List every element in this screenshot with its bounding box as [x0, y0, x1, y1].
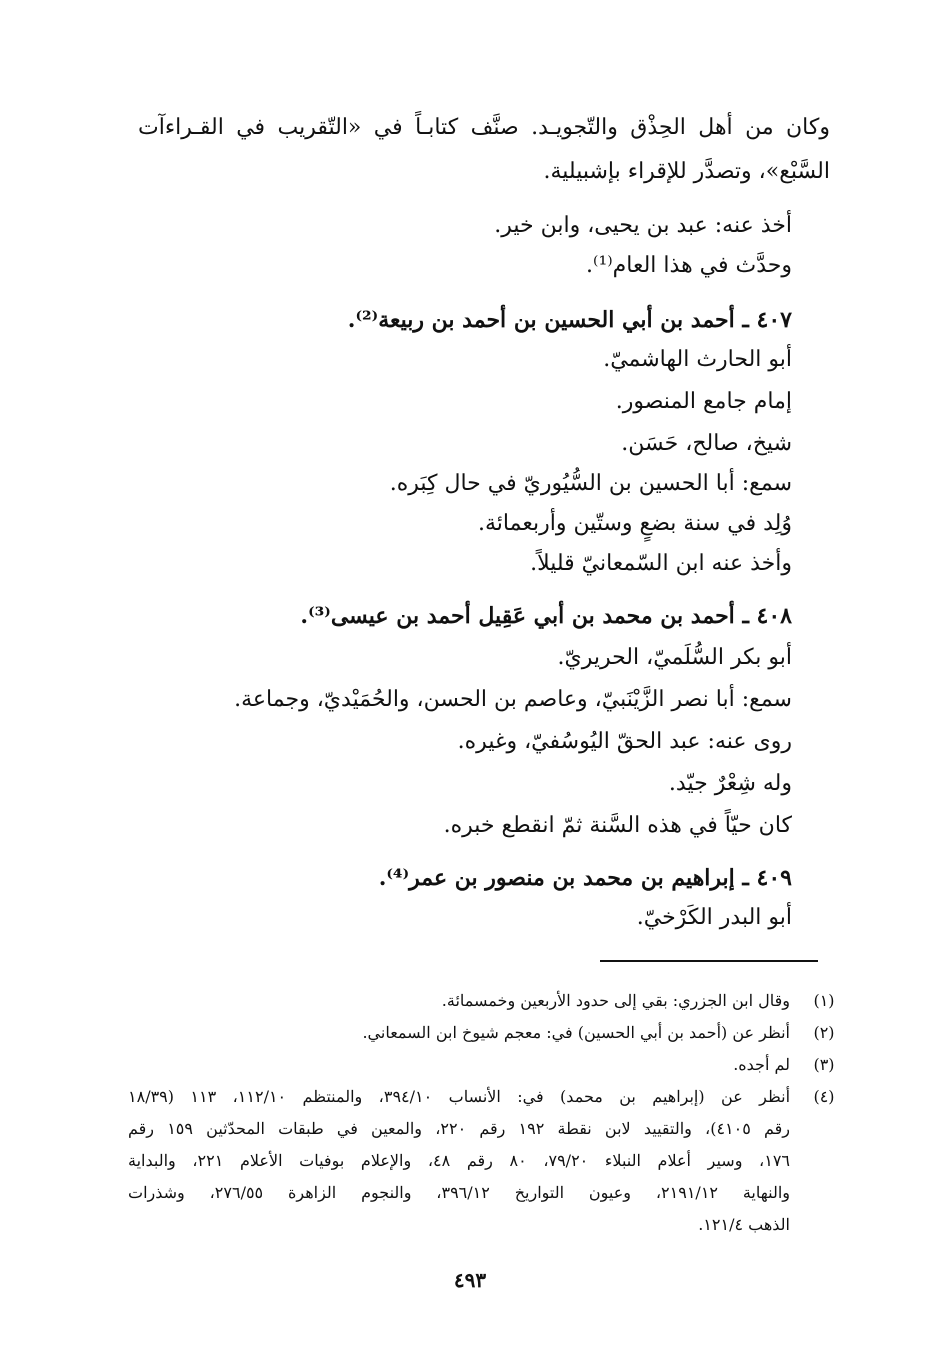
footnote-text: أنظر عن (أحمد بن أبي الحسين) في: معجم شيوخ ابن السمعاني. [362, 1023, 790, 1042]
footnote-text: لم أجده. [733, 1055, 790, 1074]
entry-heading-408: ٤٠٨ ـ أحمد بن محمد بن أبي عَقِيل أحمد بن عيسى⁽³⁾. [300, 603, 792, 629]
text-line: أخذ عنه: عبد بن يحيى، وابن خير. [494, 213, 792, 238]
text-line: وحدَّث في هذا العام⁽¹⁾. [586, 253, 792, 278]
footnote-text: والنهاية ٢١٩١/١٢، وعيون التواريخ ٣٩٦/١٢، والنجوم الزاهرة ٢٧٦/٥٥، وشذرات [128, 1183, 791, 1202]
footnote-number: (٢) [813, 1023, 835, 1042]
text-line: وُلِد في سنة بضعٍ وستّين وأربعمائة. [478, 511, 792, 536]
footnote-text: الذهب ١٢١/٤. [698, 1215, 790, 1234]
entry-heading-409: ٤٠٩ ـ إبراهيم بن محمد بن منصور بن عمر⁽⁴⁾. [378, 865, 792, 891]
text-line: كان حيّاً في هذه السَّنة ثمّ انقطع خبره. [443, 813, 792, 838]
footnote-number: (٣) [813, 1055, 835, 1074]
text-line: وكان من أهل الحِذْق والتّجويـد. صنَّف كتابـاً في «التّقريب في القـراءآت [138, 115, 830, 140]
text-line: روى عنه: عبد الحقّ اليُوسُفيّ، وغيره. [457, 729, 792, 754]
footnote-text: أنظر عن (إبراهيم بن محمد) في: الأنساب ٣٩٤/١٠، والمنتظم ١١٢/١٠، ١١٣ (١٨/٣٩ [128, 1087, 791, 1106]
text-line: شيخ، صالح، حَسَن. [621, 431, 792, 456]
text-line: أبو الحارث الهاشميّ. [603, 347, 792, 372]
footnote-text: ١٧٦، وسير أعلام النبلاء ٧٩/٢٠، ٨٠ رقم ٤٨، والإعلام بوفيات الأعلام ٢٢١، والبداية [128, 1151, 790, 1170]
text-line: وأخذ عنه ابن السّمعانيّ قليلاً. [530, 551, 792, 576]
footnote-number: (٤) [813, 1087, 835, 1106]
entry-heading-407: ٤٠٧ ـ أحمد بن أبي الحسين بن أحمد بن ربيعة⁽²⁾. [347, 307, 792, 333]
footnote-number: (١) [813, 991, 835, 1010]
footnote-separator [600, 960, 818, 962]
text-line: سمع: أبا نصر الزَّيْنَبيّ، وعاصم بن الحسن، والحُمَيْديّ، وجماعة. [234, 687, 792, 712]
footnote-text: وقال ابن الجزري: بقي إلى حدود الأربعين وخمسمائة. [441, 991, 790, 1010]
text-line: وله شِعْرٌ جيّد. [668, 771, 792, 796]
text-line: السَّبْع»، وتصدَّر للإقراء بإشبيلية. [543, 159, 830, 184]
page-number: ٤٩٣ [453, 1268, 487, 1292]
text-line: أبو البدر الكَرْخيّ. [636, 905, 792, 930]
text-line: سمع: أبا الحسين بن السُّيُوريّ في حال كِبَره. [389, 471, 792, 496]
text-line: أبو بكر السُّلَميّ، الحريريّ. [557, 645, 792, 670]
footnote-text: رقم ٤١٠٥)، والتقييد لابن نقطة ١٩٢ رقم ٢٢٠، والمعين في طبقات المحدّثين ١٥٩ رقم [128, 1119, 791, 1138]
text-line: إمام جامع المنصور. [615, 389, 792, 414]
